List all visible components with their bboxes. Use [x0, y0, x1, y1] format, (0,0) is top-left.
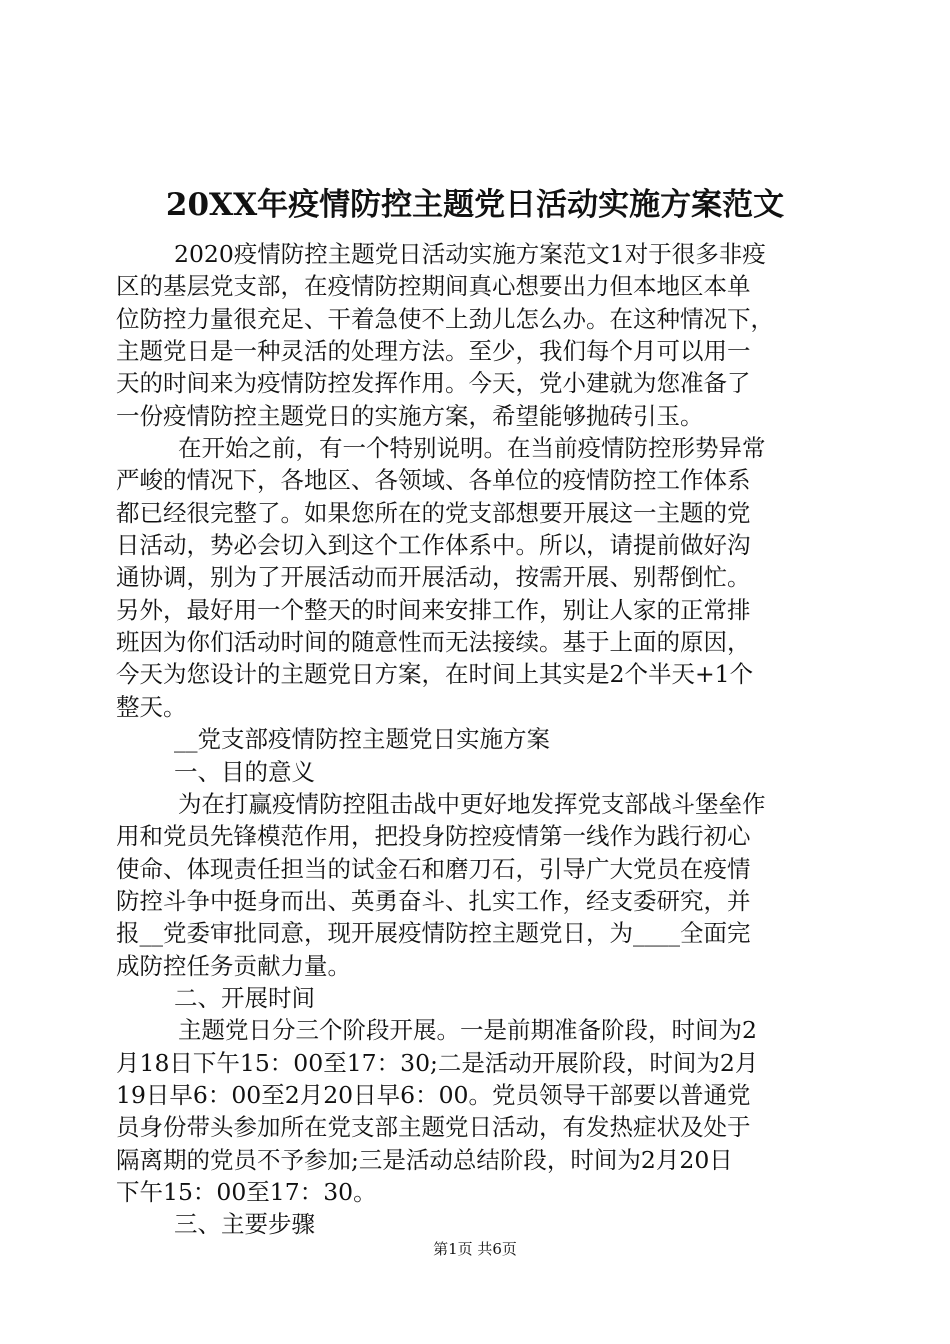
section-heading: 二、开展时间 [174, 983, 315, 1012]
paragraph-line: 隔离期的党员不予参加;三是活动总结阶段，时间为2月20日 [116, 1145, 733, 1174]
paragraph-line: 主题党日分三个阶段开展。一是前期准备阶段，时间为2 [178, 1016, 757, 1045]
paragraph-line: 天的时间来为疫情防控发挥作用。今天，党小建就为您准备了 [116, 369, 751, 398]
paragraph-line: 使命、体现责任担当的试金石和磨刀石，引导广大党员在疫情 [116, 854, 751, 883]
paragraph-line: 通协调，别为了开展活动而开展活动，按需开展、别帮倒忙。 [116, 563, 751, 592]
paragraph-line: 在开始之前，有一个特别说明。在当前疫情防控形势异常 [178, 434, 766, 463]
paragraph-line: 严峻的情况下，各地区、各领域、各单位的疫情防控工作体系 [116, 466, 751, 495]
paragraph-line: 用和党员先锋模范作用，把投身防控疫情第一线作为践行初心 [116, 822, 751, 851]
paragraph-line: 班因为你们活动时间的随意性而无法接续。基于上面的原因， [116, 628, 751, 657]
paragraph-line: 今天为您设计的主题党日方案，在时间上其实是2个半天+1个 [116, 660, 754, 689]
paragraph-line: 为在打赢疫情防控阻击战中更好地发挥党支部战斗堡垒作 [178, 789, 766, 818]
section-heading: 一、目的意义 [174, 757, 315, 786]
document-body [116, 238, 836, 1241]
paragraph-line: 报__党委审批同意，现开展疫情防控主题党日，为____全面完 [116, 919, 751, 948]
section-heading: 三、主要步骤 [174, 1210, 315, 1239]
paragraph-line: 下午15：00至17：30。 [116, 1177, 377, 1206]
document-title: 20XX年疫情防控主题党日活动实施方案范文 [165, 187, 785, 223]
paragraph-line: 区的基层党支部，在疫情防控期间真心想要出力但本地区本单 [116, 272, 751, 301]
paragraph-line: 主题党日是一种灵活的处理方法。至少，我们每个月可以用一 [116, 337, 751, 366]
paragraph-line: 整天。 [116, 692, 187, 721]
paragraph-line: 日活动，势必会切入到这个工作体系中。所以，请提前做好沟 [116, 531, 751, 560]
paragraph-line: 防控斗争中挺身而出、英勇奋斗、扎实工作，经支委研究，并 [116, 886, 751, 915]
section-heading: __党支部疫情防控主题党日实施方案 [174, 725, 550, 754]
paragraph-line: 位防控力量很充足、干着急使不上劲儿怎么办。在这种情况下， [116, 304, 774, 333]
paragraph-line: 员身份带头参加所在党支部主题党日活动，有发热症状及处于 [116, 1113, 751, 1142]
paragraph-line: 月18日下午15：00至17：30;二是活动开展阶段，时间为2月 [116, 1048, 759, 1077]
page-footer: 第1页 共6页 [433, 1240, 517, 1258]
paragraph-line: 另外，最好用一个整天的时间来安排工作，别让人家的正常排 [116, 595, 751, 624]
paragraph-line: 2020疫情防控主题党日活动实施方案范文1对于很多非疫 [174, 240, 766, 268]
paragraph-line: 都已经很完整了。如果您所在的党支部想要开展这一主题的党 [116, 498, 751, 527]
paragraph-line: 成防控任务贡献力量。 [116, 951, 351, 980]
paragraph-line: 19日早6：00至2月20日早6：00。党员领导干部要以普通党 [116, 1080, 751, 1109]
paragraph-line: 一份疫情防控主题党日的实施方案，希望能够抛砖引玉。 [116, 401, 704, 430]
